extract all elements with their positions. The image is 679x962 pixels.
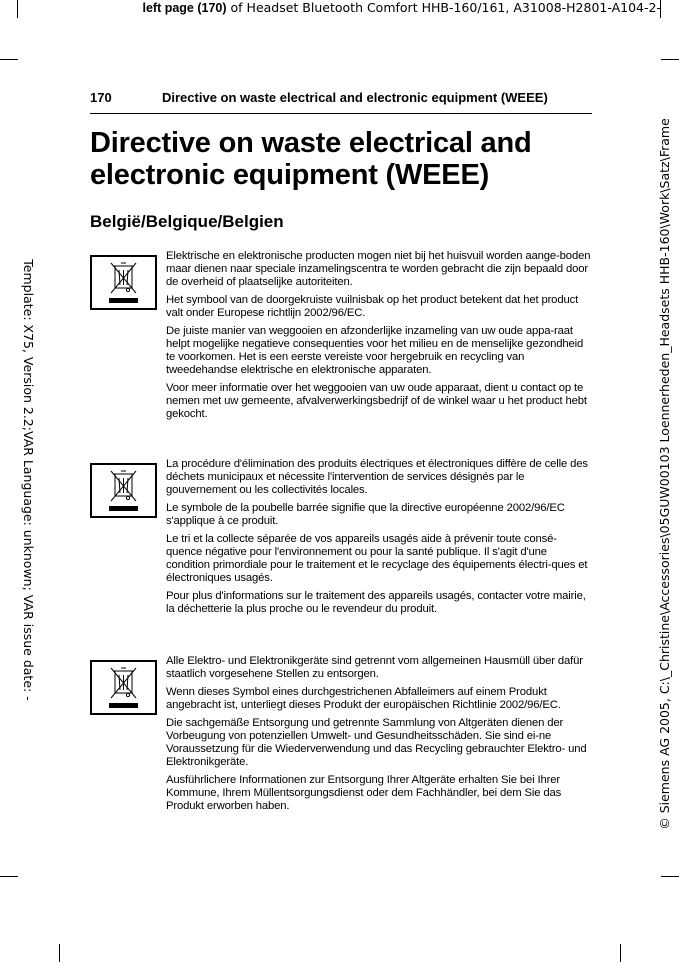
page-title-line-1: Directive on waste electrical and <box>90 127 532 159</box>
paragraph: De juiste manier van weggooien en afzonderlijke inzameling van uw oude appa-raat helpt mogelijke negatieve consequenties voor het milieu en de menselijke gezondheid te voorkomen. Het is een eerste vereiste voor hergebruik en recycling van tweedehandse elektrische en elektronische apparaten. <box>166 325 584 376</box>
banner-page-label: left page (170) <box>142 1 227 15</box>
paragraph: Pour plus d'informations sur le traitement des appareils usagés, contacter votre mairie, la déchetterie la plus proche ou le revendeur du produit. <box>166 590 586 615</box>
section-heading: België/Belgique/Belgien <box>90 212 284 231</box>
banner-document-label: of Headset Bluetooth Comfort HHB-160/161, A31008-H2801-A1 <box>226 0 629 15</box>
page-title-line-2: electronic equipment (WEEE) <box>90 159 490 191</box>
frame-mark <box>660 0 661 18</box>
copyright-path-vertical: © Siemens AG 2005, C:\_Christine\Accessories\05GUW00103 Loennerheden_Headsets HHB-160\Work\Satz\Frame <box>657 118 672 830</box>
running-title: Directive on waste electrical and electronic equipment (WEEE) <box>162 90 548 105</box>
page-title <box>90 127 590 191</box>
paragraph: Elektrische en elektronische producten mogen niet bij het huisvuil worden aange-boden maar dienen naar speciale inzamelingscentra te worden gebracht die zijn bepaald door de overheid of plaatselijke autoriteiten. <box>166 250 591 288</box>
paragraph: Ausführlichere Informationen zur Entsorgung Ihrer Altgeräte erhalten Sie bei Ihrer Kommune, Ihrem Müllentsorgungsdienst oder dem Fachhändler, bei dem Sie das Produkt erworben haben. <box>166 774 562 812</box>
paragraph: Wenn dieses Symbol eines durchgestrichenen Abfalleimers auf einem Produkt angebracht ist, unterliegt dieses Produkt der europäischen Richtlinie 2002/96/EC. <box>166 686 561 711</box>
frame-mark <box>59 944 60 962</box>
paragraph: Alle Elektro- und Elektronikgeräte sind getrennt vom allgemeinen Hausmüll über dafür staatlich vorgesehene Stellen zu entsorgen. <box>166 655 583 680</box>
paragraph: Het symbool van de doorgekruiste vuilnisbak op het product betekent dat het product valt onder Europese richtlijn 2002/96/EC. <box>166 294 579 319</box>
weee-text-german <box>166 655 593 818</box>
frame-mark <box>661 876 679 877</box>
frame-mark <box>620 944 621 962</box>
weee-text-dutch <box>166 250 593 426</box>
frame-mark <box>661 59 679 60</box>
page-number: 170 <box>90 90 112 105</box>
header-divider <box>90 113 592 114</box>
paragraph: Le symbole de la poubelle barrée signifie que la directive européenne 2002/96/EC s'applique à ce produit. <box>166 502 565 527</box>
banner-document-tail: 04-2- <box>628 0 661 15</box>
weee-bin-icon <box>90 463 157 518</box>
frame-mark <box>0 59 18 60</box>
weee-bin-icon <box>90 660 157 715</box>
frame-mark <box>0 876 18 877</box>
frame-mark <box>17 0 18 18</box>
template-info-vertical: Template: X75, Version 2.2;VAR Language: unknown; VAR issue date: - <box>21 259 36 701</box>
paragraph: Le tri et la collecte séparée de vos appareils usagés aide à prévenir toute consé-quence négative pour l'environnement ou pour la santé publique. Il s'agit d'une condition primordiale pour le traitement et le recyclage des équipements électri-ques et électroniques usagés. <box>166 533 588 584</box>
weee-text-french <box>166 458 593 621</box>
paragraph: Voor meer informatie over het weggooien van uw oude apparaat, dient u contact op te nemen met uw gemeente, afvalverwerkingsbedrijf of de winkel waar u het product hebt gekocht. <box>166 382 587 420</box>
template-banner <box>142 0 661 16</box>
paragraph: La procédure d'élimination des produits électriques et électroniques diffère de celle des déchets municipaux et nécessite l'intervention de services désignés par le gouvernement ou les collectivités locales. <box>166 458 588 496</box>
paragraph: Die sachgemäße Entsorgung und getrennte Sammlung von Altgeräten dienen der Vorbeugung von potenziellen Umwelt- und Gesundheitsschäden. Sie sind ei-ne Voraussetzung für die Wiederverwendung und das Recycling gebrauchter Elektro- und Elektronikgeräte. <box>166 717 587 768</box>
weee-bin-icon <box>90 255 157 310</box>
